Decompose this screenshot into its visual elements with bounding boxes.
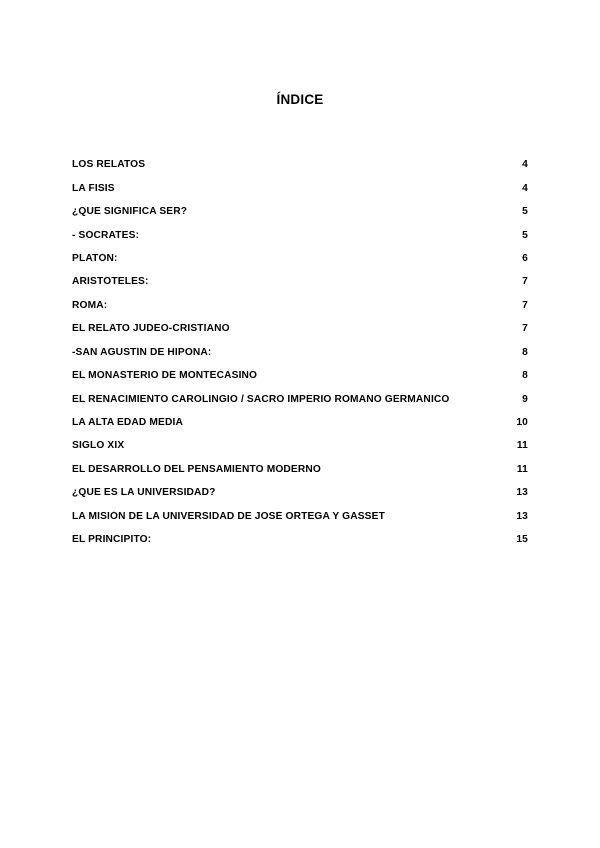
toc-entry-page-number: 10 — [516, 417, 528, 429]
toc-entry[interactable] — [72, 294, 528, 317]
toc-entry[interactable] — [72, 458, 528, 481]
toc-entry-label: EL DESARROLLO DEL PENSAMIENTO MODERNO — [72, 463, 321, 475]
toc-entry-page-number: 7 — [522, 323, 528, 335]
toc-entry-page-number: 11 — [516, 463, 528, 475]
toc-entry[interactable] — [72, 481, 528, 504]
toc-entry[interactable] — [72, 247, 528, 270]
toc-entry-label: - SÓCRATES: — [72, 229, 140, 241]
toc-entry-page-number: 13 — [516, 510, 528, 522]
toc-entry[interactable] — [72, 434, 528, 457]
toc-entry-page-number: 11 — [516, 440, 528, 452]
toc-entry-page-number: 8 — [522, 370, 528, 382]
toc-entry[interactable] — [72, 200, 528, 223]
toc-entry-page-number: 4 — [522, 182, 528, 194]
toc-entry[interactable] — [72, 223, 528, 246]
page-title: ÍNDICE — [276, 92, 324, 107]
toc-entry-label: SIGLO XIX — [72, 440, 125, 452]
toc-entry-label: LA MISIÓN DE LA UNIVERSIDAD DE JOSÉ ORTEGA Y GASSET — [72, 510, 385, 522]
toc-entry-page-number: 5 — [522, 206, 528, 218]
toc-entry-label: EL RELATO JUDEO-CRISTIANO — [72, 323, 230, 335]
toc-entry-page-number: 7 — [522, 299, 528, 311]
toc-entry[interactable] — [72, 528, 528, 551]
toc-entry[interactable] — [72, 153, 528, 176]
toc-entry-label: EL PRINCIPITO: — [72, 534, 152, 546]
toc-entry[interactable] — [72, 364, 528, 387]
toc-entry-label: EL MONASTERIO DE MONTECASINO — [72, 370, 258, 382]
toc-entry-label: LA FISIS — [72, 182, 115, 194]
toc-entry[interactable] — [72, 317, 528, 340]
toc-entry-page-number: 8 — [522, 346, 528, 358]
table-of-contents — [72, 153, 528, 551]
toc-entry[interactable] — [72, 176, 528, 199]
toc-entry-label: ¿QUE ES LA UNIVERSIDAD? — [72, 487, 216, 499]
toc-entry-page-number: 4 — [522, 159, 528, 171]
toc-entry[interactable] — [72, 270, 528, 293]
toc-entry-page-number: 5 — [522, 229, 528, 241]
toc-entry-label: LOS RELATOS — [72, 159, 146, 171]
toc-entry-page-number: 7 — [522, 276, 528, 288]
toc-entry-label: ARISTÓTELES: — [72, 276, 149, 288]
toc-entry[interactable] — [72, 387, 528, 410]
toc-entry-page-number: 9 — [522, 393, 528, 405]
toc-entry-page-number: 15 — [516, 534, 528, 546]
toc-entry-label: EL RENACIMIENTO CAROLINGIO / SACRO IMPERIO ROMANO GERMÁNICO — [72, 393, 450, 405]
toc-entry-label: LA ALTA EDAD MEDIA — [72, 417, 183, 429]
toc-entry-page-number: 6 — [522, 252, 528, 264]
toc-entry-label: -SAN AGUSTÍN DE HIPONA: — [72, 346, 212, 358]
toc-entry[interactable] — [72, 505, 528, 528]
toc-entry-label: ¿QUE SIGNIFICA SER? — [72, 206, 188, 218]
toc-entry-label: ROMA: — [72, 299, 108, 311]
toc-entry-label: PLATÓN: — [72, 252, 118, 264]
toc-entry-page-number: 13 — [516, 487, 528, 499]
toc-entry[interactable] — [72, 341, 528, 364]
toc-entry[interactable] — [72, 411, 528, 434]
